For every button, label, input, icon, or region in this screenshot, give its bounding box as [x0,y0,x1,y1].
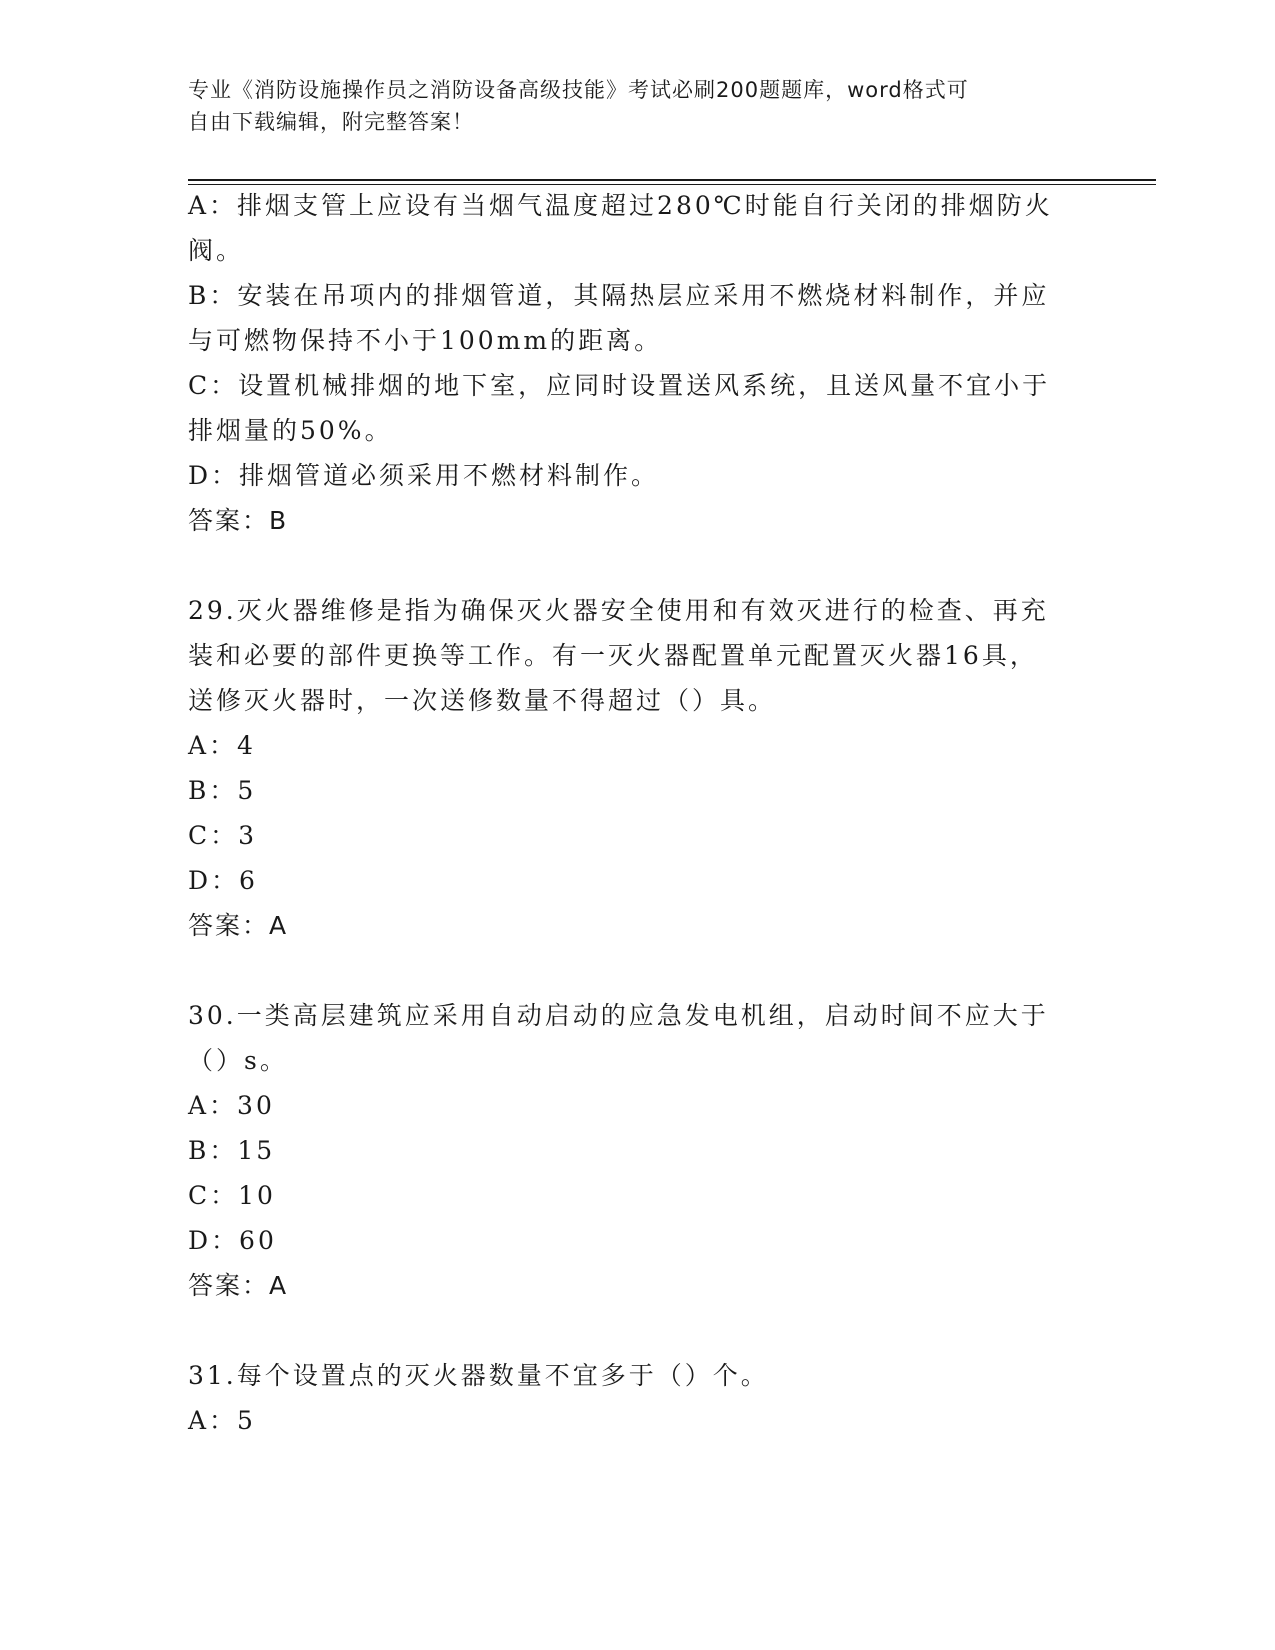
q30-option-c: C：10 [188,1181,276,1210]
q31-text-line-1: 31.每个设置点的灭火器数量不宜多于（）个。 [188,1361,769,1390]
q29-option-a: A：4 [188,731,256,760]
q29-text-line-2: 装和必要的部件更换等工作。有一灭火器配置单元配置灭火器16具， [188,641,1038,670]
q28-option-b-line-1: B：安装在吊项内的排烟管道，其隔热层应采用不燃烧材料制作，并应 [188,281,1050,310]
document-header [188,74,1088,138]
q29-text-line-1: 29.灭火器维修是指为确保灭火器安全使用和有效灭进行的检查、再充 [188,596,1049,625]
header-rule-thick [188,179,1156,181]
q29-answer: 答案：A [188,911,289,940]
q28-option-c-line-1: C：设置机械排烟的地下室，应同时设置送风系统，且送风量不宜小于 [188,371,1051,400]
q30-text-line-2: （）s。 [188,1046,288,1075]
q28-answer: 答案：B [188,506,289,535]
q28-option-c-line-2: 排烟量的50%。 [188,416,393,445]
q28-option-b-line-2: 与可燃物保持不小于100mm的距离。 [188,326,663,355]
q29-option-c: C：3 [188,821,258,850]
header-rule-thin [188,184,1156,185]
q28-option-d: D：排烟管道必须采用不燃材料制作。 [188,461,660,490]
q30-option-a: A：30 [188,1091,275,1120]
q28-option-a-line-2: 阀。 [188,236,245,265]
q29-option-d: D：6 [188,866,258,895]
q30-option-b: B：15 [188,1136,276,1165]
header-line-1: 专业《消防设施操作员之消防设备高级技能》考试必刷200题题库，word格式可 [188,78,969,102]
q29-option-b: B：5 [188,776,257,805]
header-line-2: 自由下载编辑，附完整答案！ [188,110,474,134]
q30-answer: 答案：A [188,1271,289,1300]
q29-text-line-3: 送修灭火器时，一次送修数量不得超过（）具。 [188,686,777,715]
q28-option-a-line-1: A：排烟支管上应设有当烟气温度超过280℃时能自行关闭的排烟防火 [188,191,1053,220]
q31-option-a: A：5 [188,1406,256,1435]
q30-option-d: D：60 [188,1226,277,1255]
q30-text-line-1: 30.一类高层建筑应采用自动启动的应急发电机组，启动时间不应大于 [188,1001,1049,1030]
